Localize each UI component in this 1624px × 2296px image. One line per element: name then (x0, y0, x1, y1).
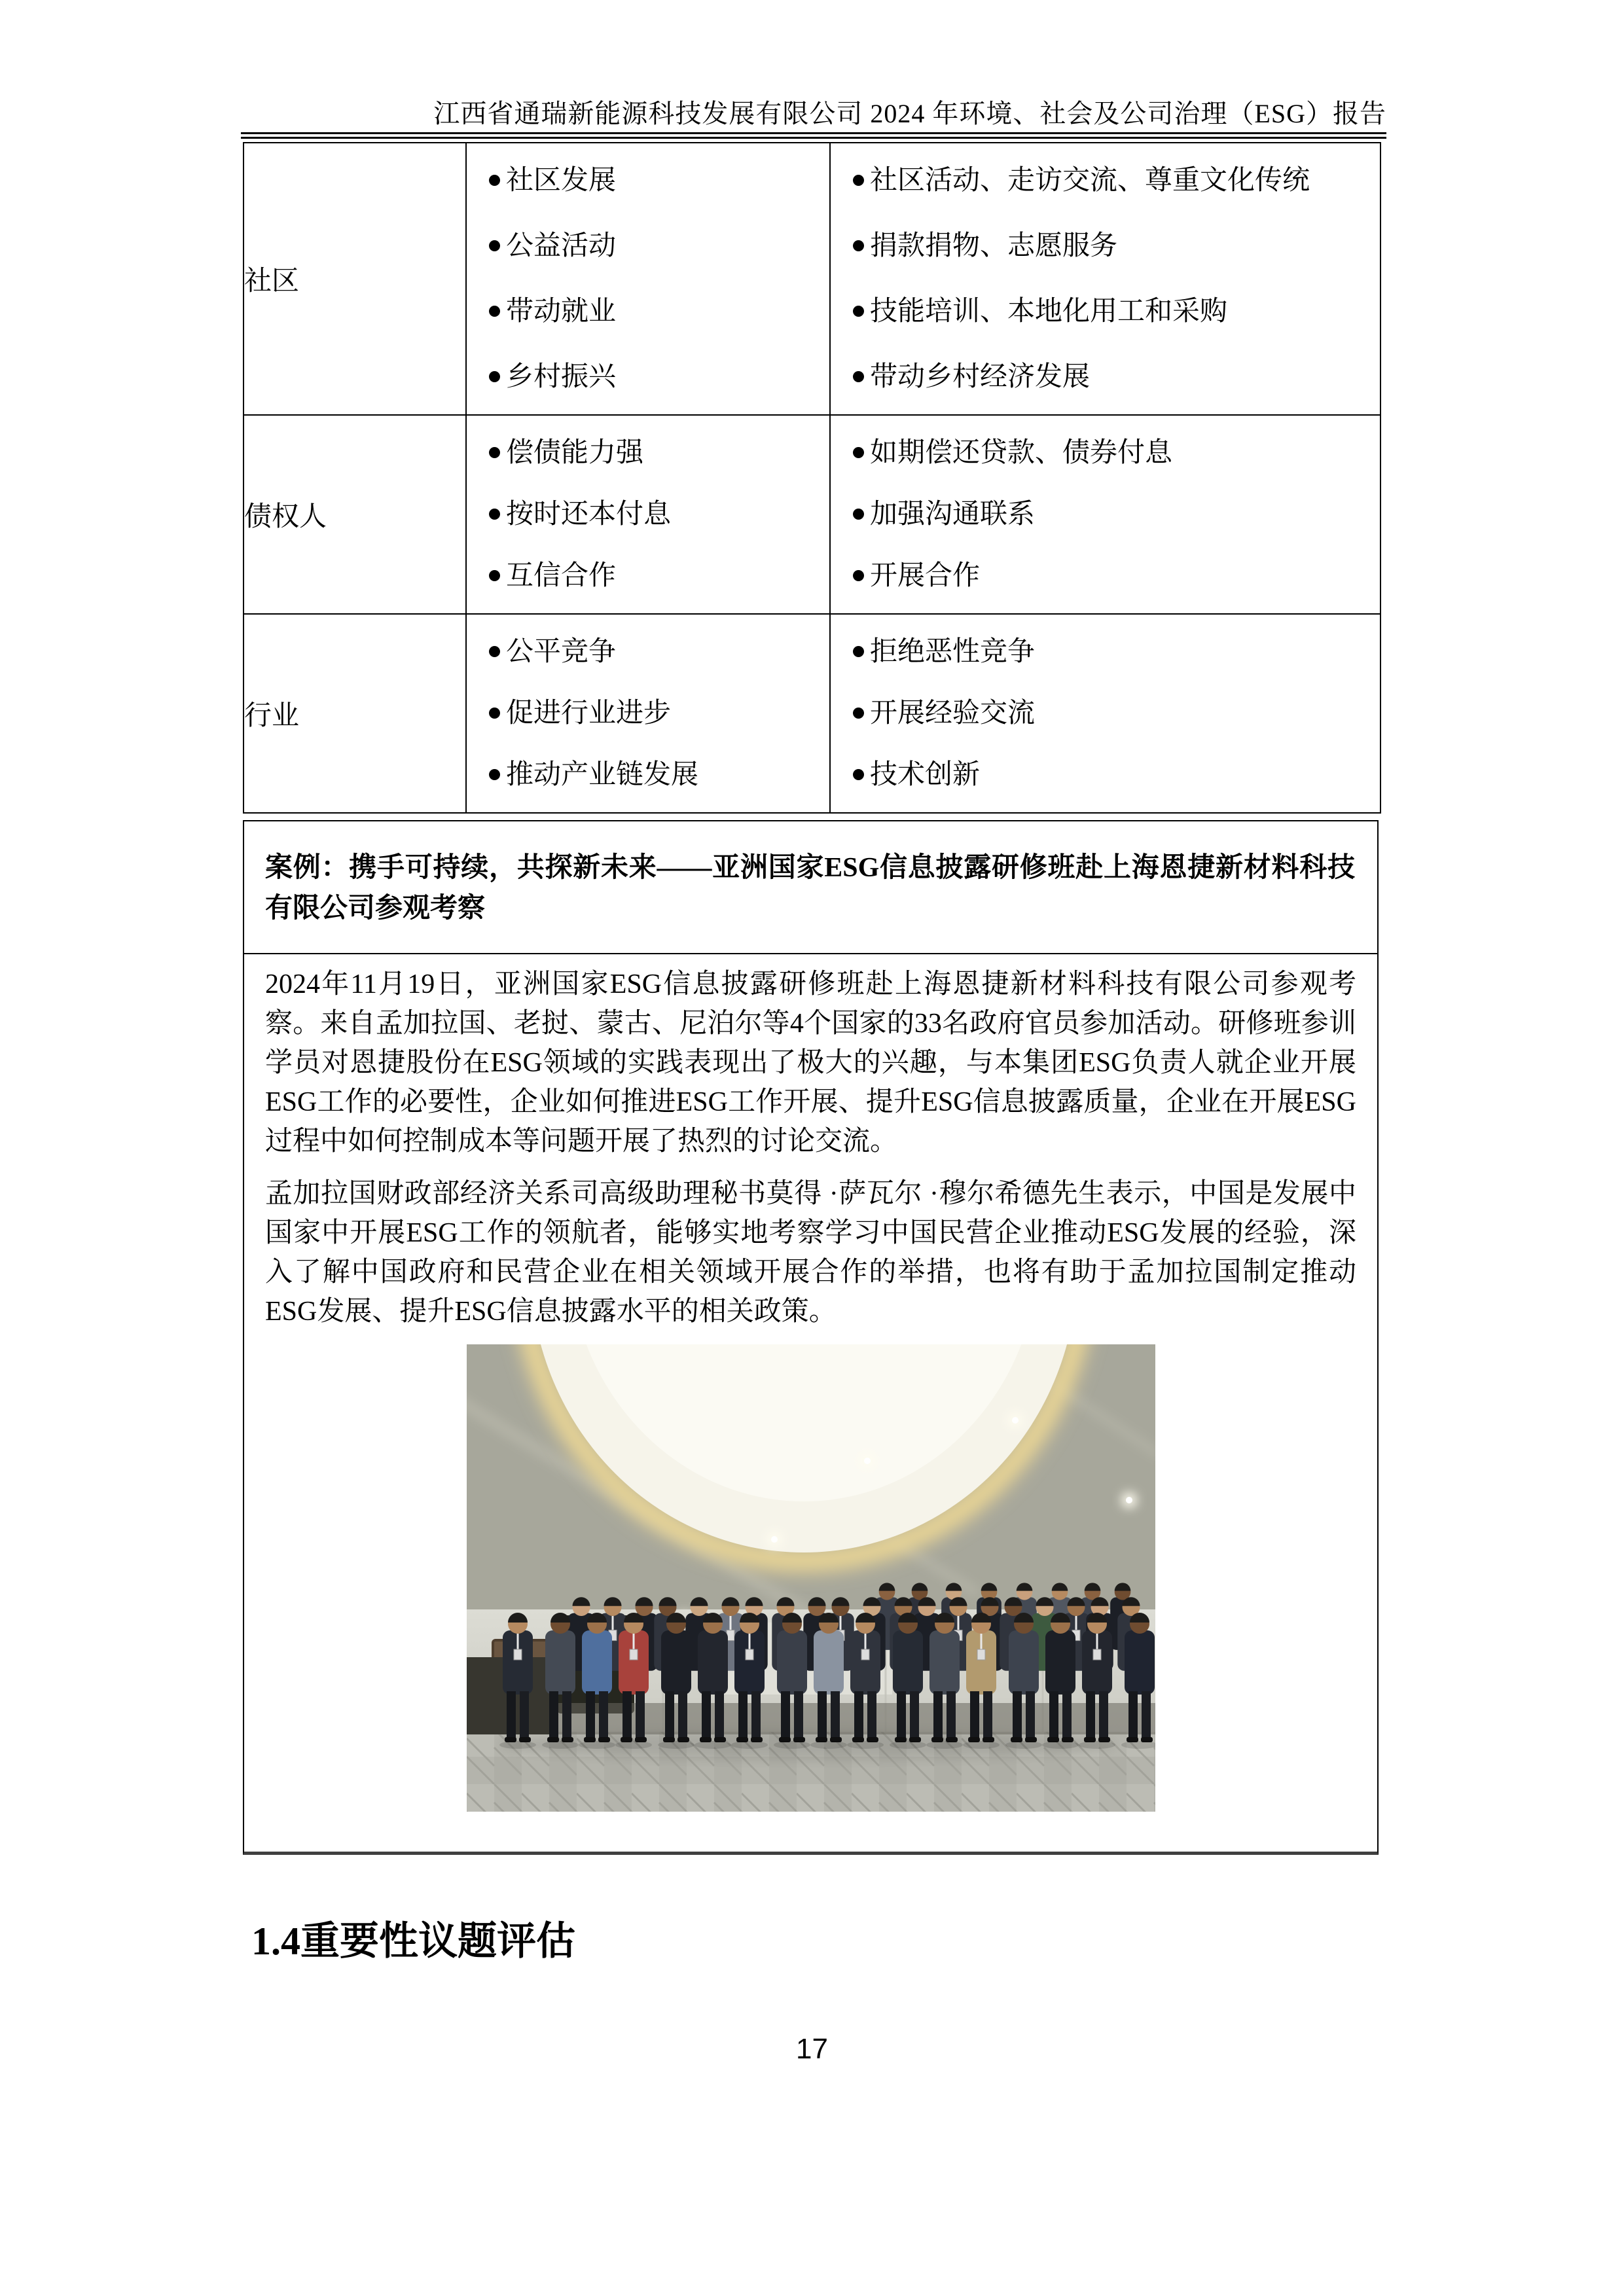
bullet-icon (489, 646, 500, 657)
list-item (489, 434, 819, 472)
list-item (489, 756, 819, 794)
list-item-text: 乡村振兴 (506, 362, 617, 392)
stakeholder-table (243, 142, 1381, 814)
list-item-text: 技能培训、本地化用工和采购 (870, 296, 1228, 327)
responses-list (831, 416, 1380, 613)
case-paragraph: 孟加拉国财政部经济关系司高级助理秘书莫得 ·萨瓦尔 ·穆尔希德先生表示，中国是发展中国家中开展ESG工作的领航者，能够实地考察学习中国民营企业推动ESG发展的经验，深入了解中国政府和民营企业在相关领域开展合作的举措，也将有助于孟加拉国制定推动ESG发展、提升ESG信息披露水平的相关政策。 (265, 1179, 1356, 1327)
expectations-list (467, 143, 829, 414)
list-item (853, 756, 1369, 794)
list-item (489, 557, 819, 595)
page-number: 17 (796, 2033, 828, 2065)
list-item-text: 如期偿还贷款、债券付息 (870, 438, 1173, 468)
list-item-text: 推动产业链发展 (506, 760, 699, 790)
bullet-icon (489, 769, 500, 780)
stakeholder-name: 行业 (244, 614, 466, 813)
stakeholder-name: 债权人 (244, 415, 466, 614)
list-item-text: 偿债能力强 (506, 438, 644, 468)
list-item-text: 技术创新 (870, 760, 981, 790)
bullet-icon (489, 175, 500, 186)
stakeholder-name: 社区 (244, 143, 466, 415)
list-item-text: 公益活动 (506, 231, 617, 261)
expectations-list (467, 416, 829, 613)
list-item-text: 带动就业 (506, 296, 617, 327)
bullet-icon (489, 371, 500, 382)
table-row (244, 614, 1380, 813)
list-item-text: 社区发展 (506, 166, 617, 196)
list-item-text: 促进行业进步 (506, 698, 672, 728)
list-item-text: 公平竞争 (506, 637, 617, 667)
list-item-text: 捐款捐物、志愿服务 (870, 231, 1118, 261)
list-item-text: 互信合作 (506, 561, 617, 591)
bullet-icon (489, 240, 500, 251)
expectations-list (467, 615, 829, 812)
group-photo-illustration (467, 1344, 1155, 1812)
list-item (853, 293, 1369, 331)
list-item-text: 带动乡村经济发展 (870, 362, 1091, 392)
list-item-text: 社区活动、走访交流、尊重文化传统 (870, 166, 1310, 196)
case-study-body (244, 954, 1377, 1812)
bullet-icon (853, 570, 864, 581)
list-item (489, 633, 819, 671)
section-heading: 1.4重要性议题评估 (251, 1920, 575, 1963)
bullet-icon (853, 240, 864, 251)
list-item (853, 557, 1369, 595)
table-row (244, 143, 1380, 415)
header-divider-rule (241, 132, 1386, 139)
page-header-title: 江西省通瑞新能源科技发展有限公司 2024 年环境、社会及公司治理（ESG）报告 (433, 99, 1386, 128)
bullet-icon (853, 708, 864, 719)
case-study-box (243, 820, 1379, 1855)
table-row (244, 415, 1380, 614)
bullet-icon (853, 509, 864, 520)
list-item (489, 495, 819, 533)
bullet-icon (489, 708, 500, 719)
list-item (853, 162, 1369, 200)
list-item (489, 358, 819, 396)
bullet-icon (489, 509, 500, 520)
list-item (853, 434, 1369, 472)
list-item (853, 227, 1369, 265)
bullet-icon (489, 306, 500, 317)
case-study-title: 案例：携手可持续，共探新未来——亚洲国家ESG信息披露研修班赴上海恩捷新材料科技有限公司参观考察 (244, 821, 1377, 954)
bullet-icon (489, 570, 500, 581)
list-item (489, 162, 819, 200)
case-paragraph: 2024年11月19日，亚洲国家ESG信息披露研修班赴上海恩捷新材料科技有限公司参观考察。来自孟加拉国、老挝、蒙古、尼泊尔等4个国家的33名政府官员参加活动。研修班参训学员对恩捷股份在ESG领域的实践表现出了极大的兴趣，与本集团ESG负责人就企业开展ESG工作的必要性，企业如何推进ESG工作开展、提升ESG信息披露质量，企业在开展ESG过程中如何控制成本等问题开展了热烈的讨论交流。 (265, 969, 1356, 1157)
list-item-text: 按时还本付息 (506, 499, 672, 529)
list-item (853, 633, 1369, 671)
list-item (853, 358, 1369, 396)
bullet-icon (853, 646, 864, 657)
bullet-icon (853, 306, 864, 317)
group-photo (467, 1344, 1155, 1812)
list-item (853, 495, 1369, 533)
bullet-icon (853, 175, 864, 186)
list-item-text: 加强沟通联系 (870, 499, 1036, 529)
list-item (489, 227, 819, 265)
bullet-icon (853, 769, 864, 780)
list-item (489, 293, 819, 331)
list-item-text: 开展合作 (870, 561, 981, 591)
bullet-icon (853, 371, 864, 382)
list-item (853, 694, 1369, 732)
bullet-icon (853, 447, 864, 458)
list-item-text: 开展经验交流 (870, 698, 1036, 728)
list-item-text: 拒绝恶性竞争 (870, 637, 1036, 667)
list-item (489, 694, 819, 732)
responses-list (831, 143, 1380, 414)
bullet-icon (489, 447, 500, 458)
responses-list (831, 615, 1380, 812)
